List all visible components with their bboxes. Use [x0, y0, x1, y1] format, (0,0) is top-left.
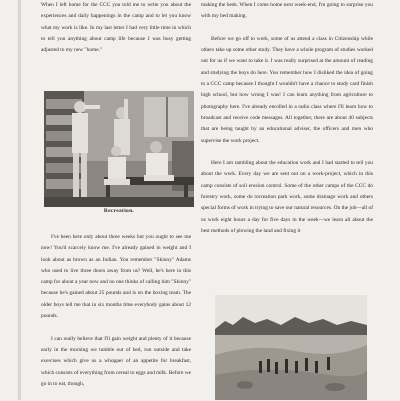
left-column-bottom [41, 232, 191, 401]
binding-edge [18, 0, 21, 400]
left-column-top [41, 0, 191, 68]
paragraph: making the beds. When I come home next week-end, I'm going to surprise you with my bed making. [201, 2, 373, 20]
paragraph: When I left home for the CCC you told me to write you about the experiences and daily happenings in the camp and to let you know what my work is like. In my last letter I had very little time in which to tell you anything about camp life because I was busy getting adjusted to my new "home." [41, 2, 191, 54]
paragraph: Before we go off to work, some of us attend a class in Citizenship while others take up some other study. They have a whole program of studies worked out for us if we want to take it. I was really surprised at the amount of reading and studying the boys do here. You remember how I disliked the idea of going to a CCC camp because I thought I wouldn't have a chance to study card finish high school, but how wrong I was! I can learn anything from agriculture to photography here. I've already enrolled in a radio class where I'll learn how to broadcast and receive code messages. All together, there are about 40 subjects that are being taught by an educational adviser, the officers and men who supervise the work project. [201, 35, 373, 144]
paragraph: Here I am rambling about the education work and I had started to tell you about the work. Every day we are sent out on a work-project, which in this camp consists of soil erosion control. Some of the other camps of the CCC do forestry work, some do recreation park work, some drainage work and others special forms of work in trying to save our natural resources. On the job—all of us work eight hours a day for five days in the week—we learn all about the best methods of plowing the land and fixing it [201, 160, 374, 234]
photo-caption: Recreation. [103, 208, 135, 214]
work-project-photo [215, 295, 367, 400]
recreation-photo [44, 91, 194, 207]
paragraph: I've been here only about three weeks but you ought to see me now! You'd scarcely know me. I've already gained in weight and I look about as brown as an Indian. You remember "Skinny" Adams who used to live three doors away from us? Well, he's here in this camp for about a year now and no one thinks of calling him "Skinny" because he's gained about 25 pounds and is on the boxing team. The older boys tell me that in six months time everybody gains about 12 pounds. [41, 234, 191, 320]
paragraph: I can really believe that I'll gain weight and plenty of it because early in the morning we tumble out of bed, run outside and take exercises which give us a whopper of an appetite for breakfast, which consists of everything from cereal to eggs and milk. Before we go in to eat, though, [41, 335, 191, 387]
right-column [201, 0, 373, 249]
